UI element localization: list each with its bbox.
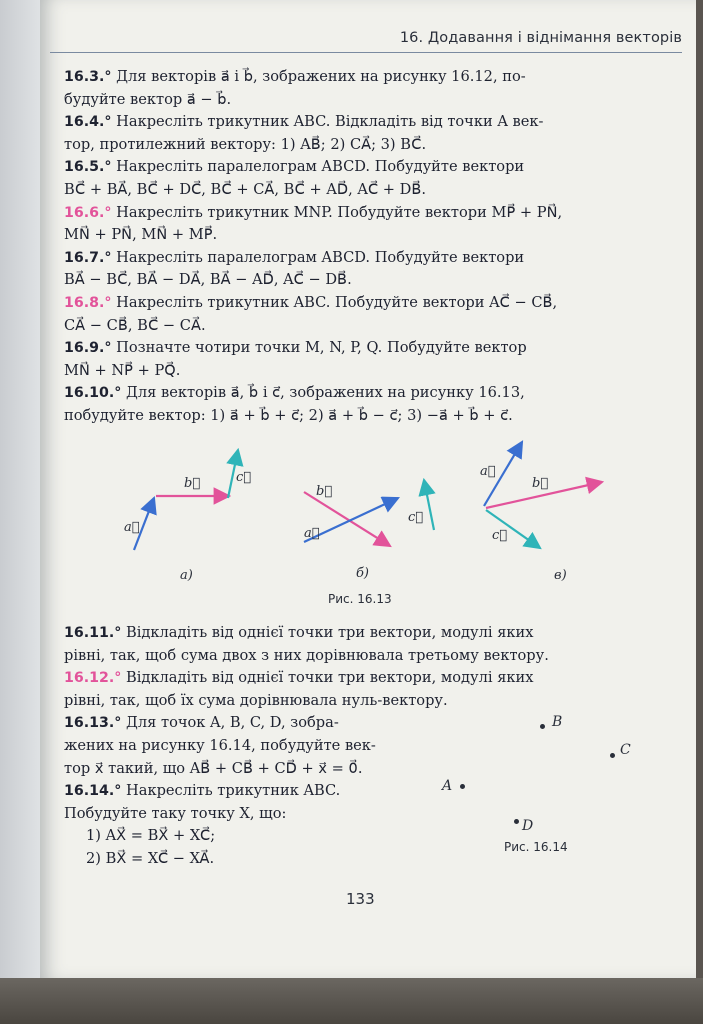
label-a: a⃗ bbox=[124, 520, 140, 535]
figure-16-13 bbox=[94, 440, 634, 610]
exercise-16-4 bbox=[64, 111, 636, 156]
exercise-number: 16.13.° bbox=[64, 715, 122, 732]
exercise-number: 16.5.° bbox=[64, 159, 112, 176]
exercise-line: Накресліть трикутник ABC. bbox=[126, 782, 341, 800]
exercise-line: Накресліть паралелограм ABCD. Побудуйте вектори bbox=[116, 158, 525, 176]
figure-caption: Рис. 16.14 bbox=[504, 840, 568, 854]
exercise-line: Накресліть трикутник ABC. Побудуйте вектори AC⃗ − CB⃗, bbox=[116, 293, 558, 311]
exercise-line: Відкладіть від однієї точки три вектори, модулі яких bbox=[126, 669, 534, 687]
exercise-line: рівні, так, щоб сума двох з них дорівнювала третьому вектору. bbox=[64, 646, 549, 664]
exercise-number: 16.14.° bbox=[64, 783, 122, 800]
header-title: 16. Додавання і віднімання векторів bbox=[399, 30, 682, 46]
point-a-dot bbox=[460, 784, 465, 789]
exercise-number: 16.8.° bbox=[64, 294, 112, 311]
label-a: a⃗ bbox=[304, 526, 320, 541]
exercise-line: BC⃗ + BA⃗, BC⃗ + DC⃗, BC⃗ + CA⃗, BC⃗ + AD⃗, AC⃗ + DB⃗. bbox=[64, 180, 426, 198]
exercise-16-3 bbox=[64, 66, 636, 111]
exercise-number: 16.9.° bbox=[64, 340, 112, 357]
exercise-line: тор x⃗ такий, що AB⃗ + CB⃗ + CD⃗ + x⃗ = 0⃗. bbox=[64, 759, 363, 777]
exercise-line: жених на рисунку 16.14, побудуйте век- bbox=[64, 736, 376, 754]
exercise-16-7 bbox=[64, 247, 636, 292]
exercise-16-8 bbox=[64, 292, 636, 337]
exercise-line: будуйте вектор a⃗ − b⃗. bbox=[64, 90, 232, 108]
label-a: a⃗ bbox=[480, 464, 496, 479]
exercise-16-6 bbox=[64, 202, 636, 247]
exercise-line: Позначте чотири точки M, N, P, Q. Побудуйте вектор bbox=[116, 339, 527, 357]
exercise-line: тор, протилежний вектору: 1) AB⃗; 2) CA⃗; 3) BC⃗. bbox=[64, 135, 427, 153]
exercise-line: Накресліть трикутник MNP. Побудуйте вектори MP⃗ + PN⃗, bbox=[116, 203, 563, 221]
exercise-line: 2) BX⃗ = XC⃗ − XA⃗. bbox=[86, 849, 215, 867]
exercise-16-5 bbox=[64, 156, 636, 201]
exercise-number: 16.6.° bbox=[64, 204, 112, 221]
exercise-number: 16.10.° bbox=[64, 385, 122, 402]
point-c-label: C bbox=[620, 742, 631, 758]
point-b-dot bbox=[540, 724, 545, 729]
subfigure-b-label: б) bbox=[356, 566, 370, 581]
label-c: c⃗ bbox=[236, 470, 252, 485]
vector-c-line bbox=[424, 480, 434, 530]
exercise-line: рівні, так, щоб їх сума дорівнювала нуль-вектору. bbox=[64, 691, 448, 709]
exercise-number: 16.3.° bbox=[64, 69, 112, 85]
exercise-number: 16.4.° bbox=[64, 114, 112, 131]
exercise-16-14 bbox=[64, 780, 424, 870]
point-d-label: D bbox=[522, 818, 534, 834]
exercise-line: MN⃗ + NP⃗ + PQ⃗. bbox=[64, 361, 181, 379]
exercise-line: Накресліть паралелограм ABCD. Побудуйте вектори bbox=[116, 248, 525, 266]
exercise-number: 16.12.° bbox=[64, 670, 122, 687]
label-b: b⃗ bbox=[184, 476, 201, 491]
label-c: c⃗ bbox=[492, 528, 508, 543]
exercise-16-12 bbox=[64, 667, 636, 712]
exercise-line: Побудуйте таку точку X, що: bbox=[64, 804, 287, 822]
label-b: b⃗ bbox=[532, 476, 549, 491]
exercise-line: MN⃗ + PN⃗, MN⃗ + MP⃗. bbox=[64, 226, 218, 244]
running-header bbox=[50, 30, 682, 53]
page-number: 133 bbox=[346, 890, 375, 908]
exercise-line: Для векторів a⃗ і b⃗, зображених на рисунку 16.12, по- bbox=[116, 68, 526, 85]
label-c: c⃗ bbox=[408, 510, 424, 525]
point-d-dot bbox=[514, 819, 519, 824]
exercise-line: Відкладіть від однієї точки три вектори, модулі яких bbox=[126, 624, 534, 641]
exercise-line: Для векторів a⃗, b⃗ і c⃗, зображених на рисунку 16.13, bbox=[126, 384, 525, 402]
subfigure-a-label: а) bbox=[180, 568, 193, 583]
exercise-16-10 bbox=[64, 382, 636, 427]
subfigure-c-label: в) bbox=[554, 568, 567, 583]
vector-diagram bbox=[94, 440, 634, 610]
exercise-number: 16.7.° bbox=[64, 249, 112, 266]
exercise-list-2 bbox=[64, 622, 636, 871]
exercise-line: BA⃗ − BC⃗, BA⃗ − DA⃗, BA⃗ − AD⃗, AC⃗ − DB⃗. bbox=[64, 271, 352, 289]
figure-caption: Рис. 16.13 bbox=[328, 592, 392, 606]
exercise-16-9 bbox=[64, 337, 636, 382]
book-bottom-edge bbox=[0, 978, 703, 1024]
exercise-line: Для точок A, B, C, D, зобра- bbox=[126, 714, 339, 732]
exercise-16-11 bbox=[64, 622, 636, 667]
exercise-line: 1) AX⃗ = BX⃗ + XC⃗; bbox=[86, 827, 216, 845]
exercise-list bbox=[64, 66, 636, 428]
exercise-16-13 bbox=[64, 712, 424, 780]
point-b-label: B bbox=[552, 714, 563, 730]
book-spine-edge bbox=[0, 0, 40, 978]
point-c-dot bbox=[610, 753, 615, 758]
point-a-label: A bbox=[442, 778, 453, 794]
exercise-line: Накресліть трикутник ABC. Відкладіть від точки A век- bbox=[116, 113, 544, 131]
exercise-number: 16.11.° bbox=[64, 625, 122, 641]
exercise-line: побудуйте вектор: 1) a⃗ + b⃗ + c⃗; 2) a⃗ + b⃗ − c⃗; 3) −a⃗ + b⃗ + c⃗. bbox=[64, 406, 513, 424]
exercise-line: CA⃗ − CB⃗, BC⃗ − CA⃗. bbox=[64, 316, 206, 334]
label-b: b⃗ bbox=[316, 484, 333, 499]
